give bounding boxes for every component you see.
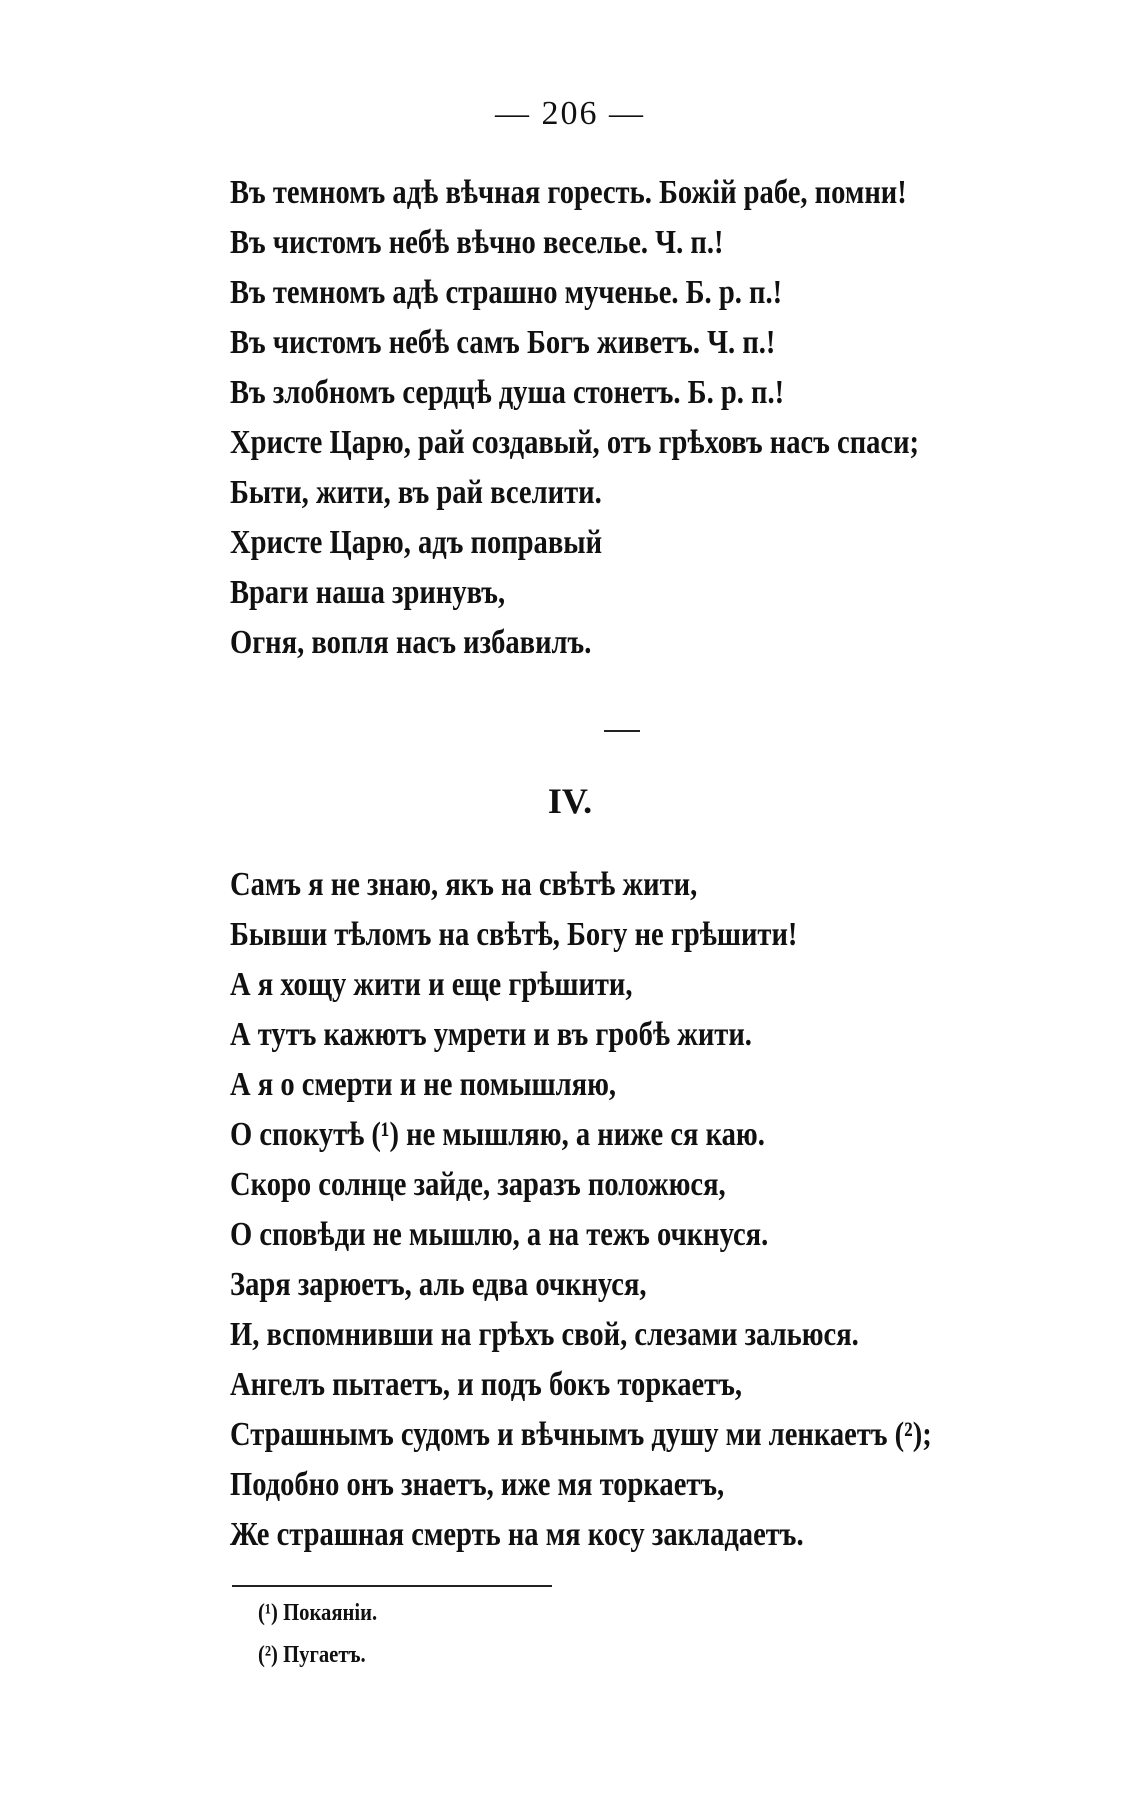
- verse-line: Въ чистомъ небѣ вѣчно веселье. Ч. п.!: [230, 224, 724, 261]
- verse-line: Быти, жити, въ рай вселити.: [230, 474, 602, 511]
- verse-line: О спокутѣ (¹) не мышляю, а ниже ся каю.: [230, 1116, 765, 1153]
- verse-line: Враги наша зринувъ,: [230, 574, 506, 611]
- verse-line: О сповѣди не мышлю, а на тежъ очкнуся.: [230, 1216, 769, 1253]
- verse-line: Огня, вопля насъ избавилъ.: [230, 624, 592, 661]
- verse-line: Въ темномъ адѣ вѣчная горесть. Божій рабе, помни!: [230, 174, 907, 211]
- verse-line: Въ злобномъ сердцѣ душа стонетъ. Б. р. п.!: [230, 374, 785, 411]
- verse-block-2: [230, 860, 1110, 1560]
- page-number: — 206 —: [495, 95, 645, 132]
- footnote-rule: [232, 1585, 552, 1587]
- verse-line: Скоро солнце зайде, заразъ положюся,: [230, 1166, 726, 1203]
- verse-line: Же страшная смерть на мя косу закладаетъ.: [230, 1516, 804, 1553]
- verse-line: Бывши тѣломъ на свѣтѣ, Богу не грѣшити!: [230, 916, 798, 953]
- verse-line: А я о смерти и не помышляю,: [230, 1066, 617, 1103]
- verse-line: И, вспомнивши на грѣхъ свой, слезами зальюся.: [230, 1316, 859, 1353]
- verse-line: Самъ я не знаю, якъ на свѣтѣ жити,: [230, 866, 698, 903]
- verse-line: Заря зарюетъ, аль едва очкнуся,: [230, 1266, 647, 1303]
- verse-line: А тутъ кажютъ умрети и въ гробѣ жити.: [230, 1016, 752, 1053]
- verse-line: Въ темномъ адѣ страшно мученье. Б. р. п.!: [230, 274, 783, 311]
- verse-line: Въ чистомъ небѣ самъ Богъ живетъ. Ч. п.!: [230, 324, 776, 361]
- section-heading: IV.: [547, 781, 593, 821]
- verse-line: Христе Царю, рай создавый, отъ грѣховъ насъ спаси;: [230, 424, 920, 461]
- verse-line: А я хощу жити и еще грѣшити,: [230, 966, 633, 1003]
- verse-line: Страшнымъ судомъ и вѣчнымъ душу ми ленкаетъ (²);: [230, 1416, 932, 1453]
- verse-line: Ангелъ пытаетъ, и подъ бокъ торкаетъ,: [230, 1366, 743, 1403]
- footnotes: [258, 1592, 397, 1676]
- verse-block-1: [230, 168, 1110, 668]
- footnote: (¹) Покаяніи.: [258, 1600, 378, 1626]
- footnote: (²) Пугаетъ.: [258, 1642, 366, 1668]
- verse-line: Христе Царю, адъ поправый: [230, 524, 603, 561]
- section-divider: [604, 730, 640, 732]
- verse-line: Подобно онъ знаетъ, иже мя торкаетъ,: [230, 1466, 725, 1503]
